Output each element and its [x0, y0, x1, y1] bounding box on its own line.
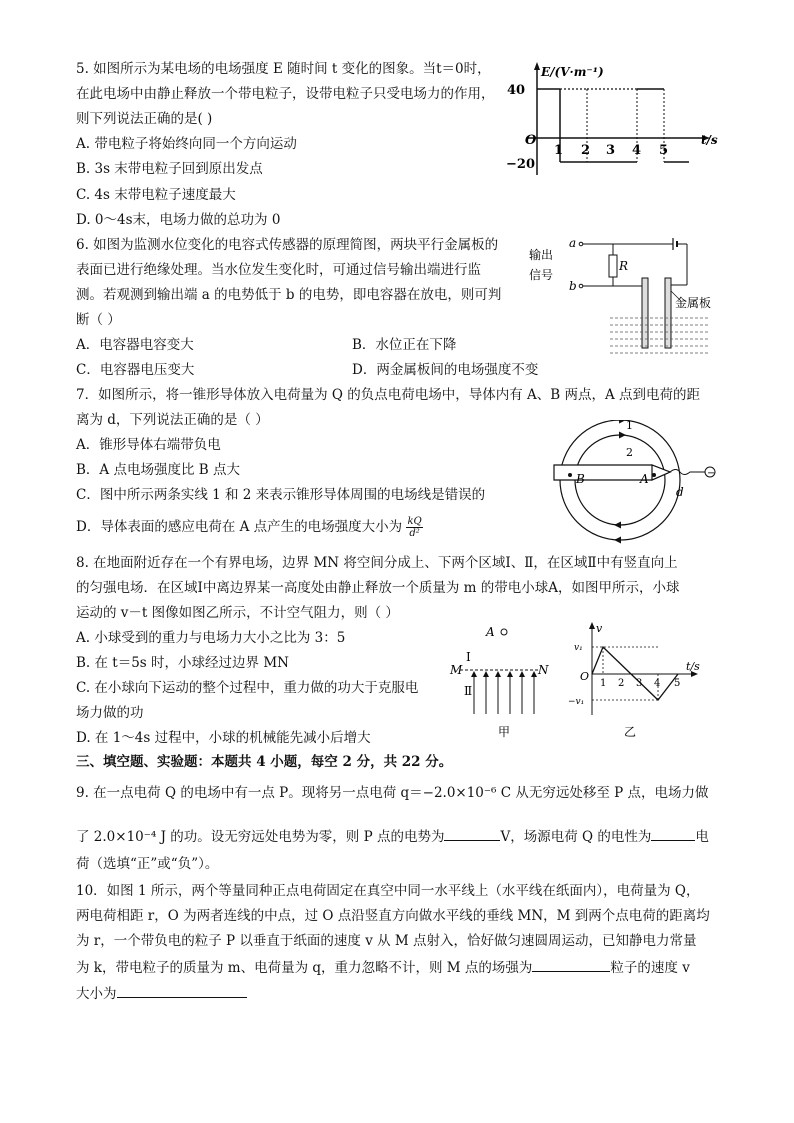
- q10-line3: 为 r，一个带负电的粒子 P 以垂直于纸面的速度 v 从 M 点射入，恰好做匀速圆周运动，已知静电力常量: [76, 933, 697, 949]
- q7-charge-sign: −: [707, 468, 716, 479]
- q6-plate-label: 金属板: [675, 296, 712, 310]
- q7-option-c: C．图中所示两条实线 1 和 2 来表示锥形导体周围的电场线是错误的: [76, 487, 486, 503]
- q6-option-a: A．电容器电容变大: [76, 337, 194, 353]
- q8-v-axis: v: [596, 622, 603, 635]
- q7-label-2: 2: [626, 446, 633, 459]
- q6-line1: 6. 如图为监测水位变化的电容式传感器的原理简图，两块平行金属板的: [76, 237, 499, 253]
- q10-line1: 10．如图 1 所示，两个等量同种正点电荷固定在真空中同一水平线上（水平线在纸面内），电荷量为 Q，: [76, 883, 700, 899]
- q7-option-b: B．A 点电场强度比 B 点大: [76, 462, 240, 478]
- q7-conductor-diagram: [548, 420, 728, 545]
- q8-label-n: N: [538, 663, 549, 677]
- q5-tick-3: 3: [606, 143, 616, 158]
- q6-label-r: R: [619, 259, 629, 273]
- q7-option-a: A．锥形导体右端带负电: [76, 437, 221, 453]
- q8-figure-jia: [446, 624, 558, 742]
- q5-option-b: B. 3s 末带电粒子回到原出发点: [76, 161, 263, 177]
- q7-label-a: A: [640, 472, 649, 486]
- q8-tick-4: 4: [654, 678, 661, 689]
- q8-label-m: M: [450, 663, 463, 677]
- q6-output-2: 信号: [529, 268, 554, 282]
- q8-option-d: D. 在 1～4s 过程中，小球的机械能先减小后增大: [76, 730, 371, 746]
- q10-line4-part1: 为 k，带电粒子的质量为 m、电荷量为 q，重力忽略不计，则 M 点的场强为: [76, 960, 533, 976]
- q5-y-bottom: −20: [506, 157, 535, 172]
- q5-ylabel: E/(V·m⁻¹): [541, 65, 604, 79]
- q5-line3: 则下列说法正确的是( ): [76, 111, 213, 127]
- q5-line2: 在此电场中由静止释放一个带电粒子，设带电粒子只受电场力的作用，: [76, 86, 495, 102]
- q5-line1: 5. 如图所示为某电场的电场强度 E 随时间 t 变化的图象。当t＝0时，: [76, 61, 491, 77]
- q10-blank-speed[interactable]: [117, 983, 247, 998]
- q9-line2: [76, 826, 709, 846]
- q10-line5-text: 大小为: [76, 986, 117, 1002]
- q8-option-c2: 场力做的功: [76, 705, 144, 721]
- q6-capacitor-sensor-diagram: [525, 233, 725, 358]
- q7-label-d: d: [676, 485, 684, 499]
- q9-line2-part3: 电: [695, 829, 709, 845]
- q8-option-a: A. 小球受到的重力与电场力大小之比为 3：5: [76, 630, 346, 646]
- q8-caption-jia: 甲: [498, 725, 511, 739]
- q7-label-b: B: [576, 472, 585, 486]
- q9-blank-charge-sign[interactable]: [651, 826, 695, 841]
- q6-line4: 断（ ）: [76, 312, 121, 328]
- q10-line4: [76, 957, 690, 977]
- q5-option-d: D. 0～4s末，电场力做的总功为 0: [76, 212, 281, 228]
- q6-line2: 表面已进行绝缘处理。当水位发生变化时，可通过信号输出端进行监: [76, 262, 481, 278]
- q5-option-c: C. 4s 末带电粒子速度最大: [76, 187, 236, 203]
- q7-frac-num: kQ: [407, 516, 422, 527]
- q5-tick-1: 1: [554, 143, 564, 158]
- q9-line1: 9. 在一点电荷 Q 的电场中有一点 P。现将另一点电荷 q＝−2.0×10⁻⁶ C 从无穷远处移至 P 点，电场力做: [76, 785, 709, 801]
- q10-line5: [76, 983, 247, 1003]
- q8-line1: 8. 在地面附近存在一个有界电场，边界 MN 将空间分成上、下两个区域Ⅰ、Ⅱ，在区域Ⅱ中有竖直向上: [76, 555, 678, 571]
- q5-origin: O: [525, 133, 537, 148]
- q9-line3: 荷（选填“正”或“负”）。: [76, 856, 219, 872]
- q8-figure-yi-vt-graph: [566, 620, 706, 742]
- q8-line3: 运动的 v－t 图像如图乙所示，不计空气阻力，则（ ）: [76, 605, 399, 621]
- q7-frac-den: d²: [409, 528, 420, 539]
- q6-option-c: C．电容器电压变大: [76, 362, 195, 378]
- q8-option-b: B. 在 t＝5s 时，小球经过边界 MN: [76, 655, 289, 671]
- q8-region-1: Ⅰ: [466, 650, 471, 664]
- q6-line3: 测。若观测到输出端 a 的电势低于 b 的电势，即电容器在放电，则可判: [76, 287, 502, 303]
- q8-tick-1: 1: [600, 678, 607, 689]
- q7-label-1: 1: [626, 420, 633, 432]
- q7-line2: 离为 d，下列说法正确的是（ ）: [76, 412, 269, 428]
- q5-tick-4: 4: [632, 143, 642, 158]
- q9-line2-part2: V，场源电荷 Q 的电性为: [500, 829, 652, 845]
- q10-line4-part2: 粒子的速度 v: [610, 960, 690, 976]
- q8-ball-label: A: [486, 625, 495, 639]
- q5-e-t-graph: [505, 58, 725, 183]
- q8-tick-3: 3: [636, 678, 643, 689]
- q8-origin: O: [580, 670, 590, 683]
- q8-v1: v₁: [574, 643, 583, 653]
- q8-minus-v1: −v₁: [568, 697, 585, 707]
- q6-label-a: a: [569, 236, 577, 250]
- q6-label-b: b: [569, 279, 577, 293]
- q5-y-top: 40: [507, 83, 526, 98]
- q8-line2: 的匀强电场．在区域Ⅰ中离边界某一高度处由静止释放一个质量为 m 的带电小球A，如图甲所示，小球: [76, 580, 680, 596]
- q5-tick-2: 2: [581, 143, 591, 158]
- q6-output-1: 输出: [529, 248, 554, 262]
- q8-t-axis: t/s: [686, 660, 700, 673]
- q7-fraction: [406, 516, 422, 539]
- q10-blank-field[interactable]: [532, 957, 610, 972]
- q8-tick-2: 2: [618, 678, 625, 689]
- q7-line1: 7．如图所示，将一锥形导体放入电荷量为 Q 的负点电荷电场中，导体内有 A、B 两点，A 点到电荷的距: [76, 387, 701, 403]
- q8-option-c1: C. 在小球向下运动的整个过程中，重力做的功大于克服电: [76, 680, 419, 696]
- q9-line2-part1: 了 2.0×10⁻⁴ J 的功。设无穷远处电势为零，则 P 点的电势为: [76, 829, 445, 845]
- section-3-heading: 三、填空题、实验题：本题共 4 小题，每空 2 分，共 22 分。: [76, 754, 453, 770]
- q8-tick-5: 5: [674, 678, 681, 689]
- q5-xlabel: t/s: [701, 133, 718, 147]
- q6-option-b: B．水位正在下降: [352, 337, 457, 353]
- q7-option-d: [76, 516, 423, 539]
- q8-caption-yi: 乙: [624, 725, 637, 739]
- q7-option-d-text: D．导体表面的感应电荷在 A 点产生的电场强度大小为: [76, 519, 403, 535]
- q6-option-d: D．两金属板间的电场强度不变: [352, 362, 539, 378]
- q5-option-a: A. 带电粒子将始终向同一个方向运动: [76, 136, 297, 152]
- q9-blank-potential[interactable]: [444, 826, 500, 841]
- q8-region-2: Ⅱ: [464, 684, 473, 698]
- q10-line2: 两电荷相距 r，O 为两者连线的中点，过 O 点沿竖直方向做水平线的垂线 MN，M 到两个点电荷的距离均: [76, 908, 710, 924]
- q5-tick-5: 5: [659, 143, 669, 158]
